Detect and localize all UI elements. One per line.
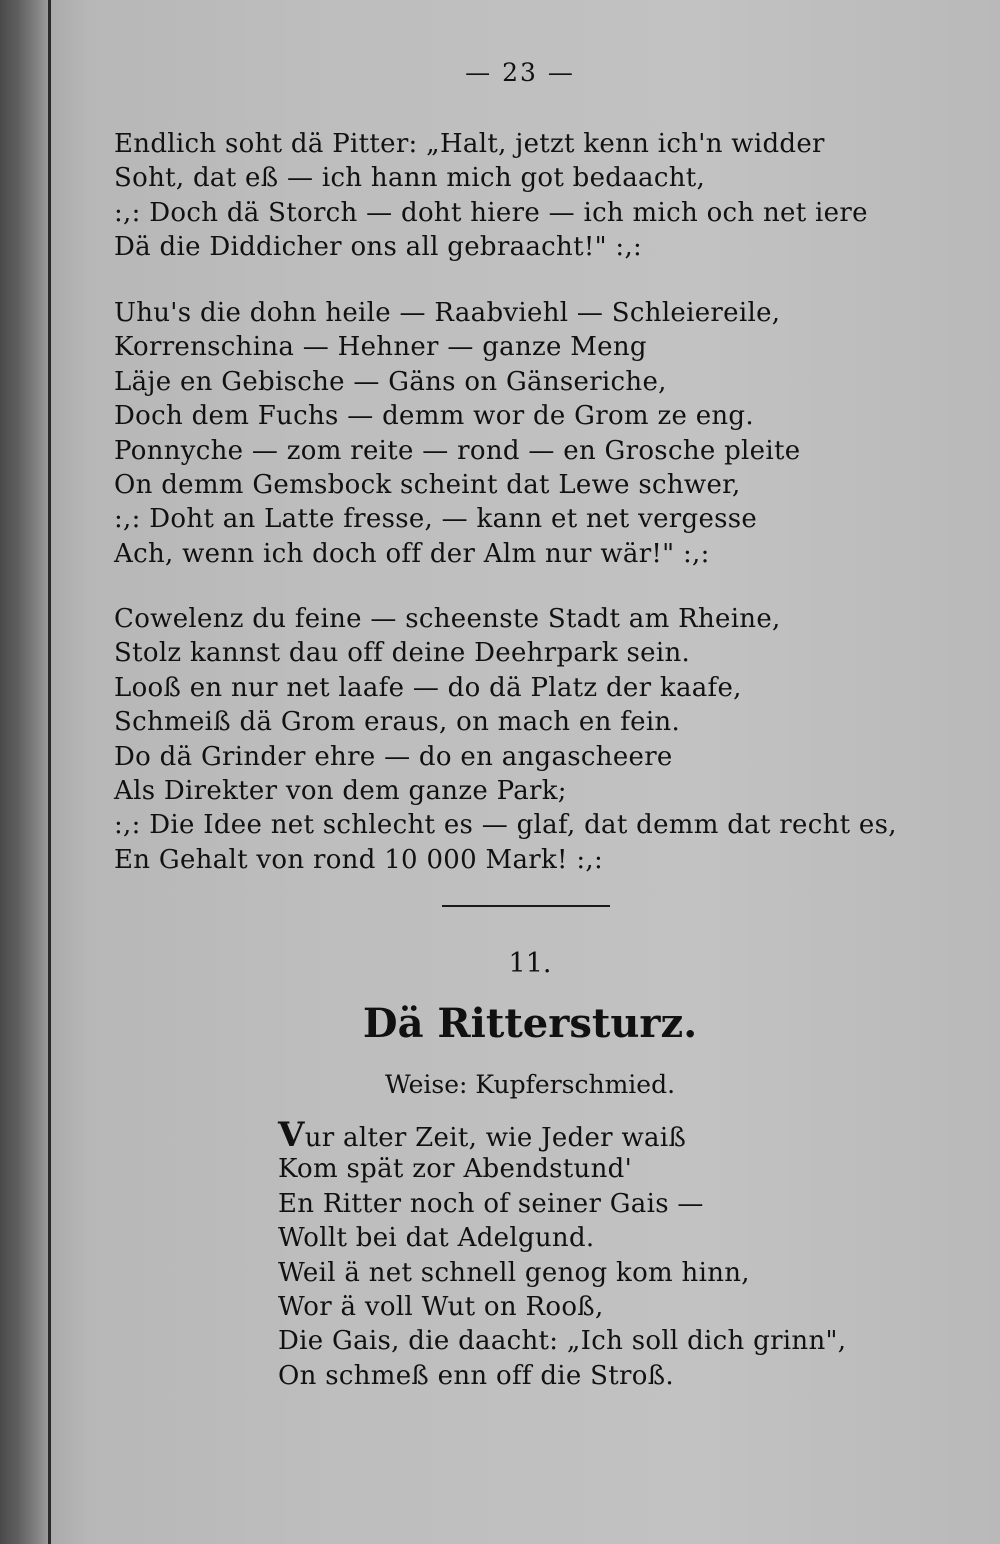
stanza: [278, 1115, 847, 1393]
verse-line: En Gehalt von rond 10 000 Mark! :,:: [114, 844, 604, 875]
verse-line: [278, 1115, 846, 1155]
verse-line: Wor ä voll Wut on Rooß,: [278, 1291, 604, 1322]
verse-line: Kom spät zor Abendstund': [278, 1154, 633, 1185]
verse-line: Soht, dat eß — ich hann mich got bedaacht,: [114, 163, 706, 194]
verse-line: Cowelenz du feine — scheenste Stadt am Rheine,: [114, 604, 781, 634]
verse-line: Weil ä net schnell genog kom hinn,: [278, 1257, 750, 1288]
verse-line: Läje en Gebische — Gäns on Gänseriche,: [114, 366, 667, 397]
section-number: 11.: [508, 948, 552, 979]
verse-line: Ach, wenn ich doch off der Alm nur wär!" :,:: [114, 538, 710, 569]
stanza: [114, 127, 868, 265]
verse-line: Dä die Diddicher ons all gebraacht!" :,:: [114, 232, 643, 263]
verse-line: Endlich soht dä Pitter: „Halt, jetzt kenn ich'n widder: [114, 129, 825, 159]
verse-line: Die Gais, die daacht: „Ich soll dich grinn",: [278, 1326, 847, 1357]
stanza: [114, 296, 800, 571]
verse-line: :,: Doch dä Storch — doht hiere — ich mich och net iere: [114, 197, 868, 228]
song-title: Dä Rittersturz.: [362, 1000, 698, 1047]
first-line-text: ur alter Zeit, wie Jeder waiß: [304, 1123, 687, 1153]
verse-line: Do dä Grinder ehre — do en angascheere: [114, 741, 673, 772]
verse-line: Ponnyche — zom reite — rond — en Grosche pleite: [114, 435, 801, 466]
stanza: [114, 602, 897, 877]
verse-line: Wollt bei dat Adelgund.: [278, 1223, 595, 1254]
verse-line: En Ritter noch of seiner Gais —: [278, 1188, 704, 1219]
verse-line: :,: Doht an Latte fresse, — kann et net vergesse: [114, 504, 758, 535]
melody-note: Weise: Kupferschmied.: [384, 1070, 676, 1099]
book-spine-shadow: [0, 0, 48, 1544]
verse-line: Uhu's die dohn heile — Raabviehl — Schleiereile,: [114, 298, 781, 328]
verse-line: On schmeß enn off die Stroß.: [278, 1360, 674, 1391]
verse-line: Schmeiß dä Grom eraus, on mach en fein.: [114, 707, 681, 738]
verse-line: Looß en nur net laafe — do dä Platz der kaafe,: [114, 672, 742, 703]
verse-line: Korrenschina — Hehner — ganze Meng: [114, 332, 647, 363]
section-divider: [442, 905, 610, 907]
initial-letter: V: [278, 1115, 305, 1155]
verse-line: :,: Die Idee net schlecht es — glaf, dat demm dat recht es,: [114, 810, 897, 841]
verse-line: Stolz kannst dau off deine Deehrpark sein.: [114, 638, 691, 669]
verse-line: Doch dem Fuchs — demm wor de Grom ze eng.: [114, 401, 754, 432]
verse-line: On demm Gemsbock scheint dat Lewe schwer,: [114, 469, 741, 500]
verse-line: Als Direkter von dem ganze Park;: [114, 775, 567, 806]
gutter-line: [48, 0, 51, 1544]
page-number: — 23 —: [465, 58, 575, 87]
